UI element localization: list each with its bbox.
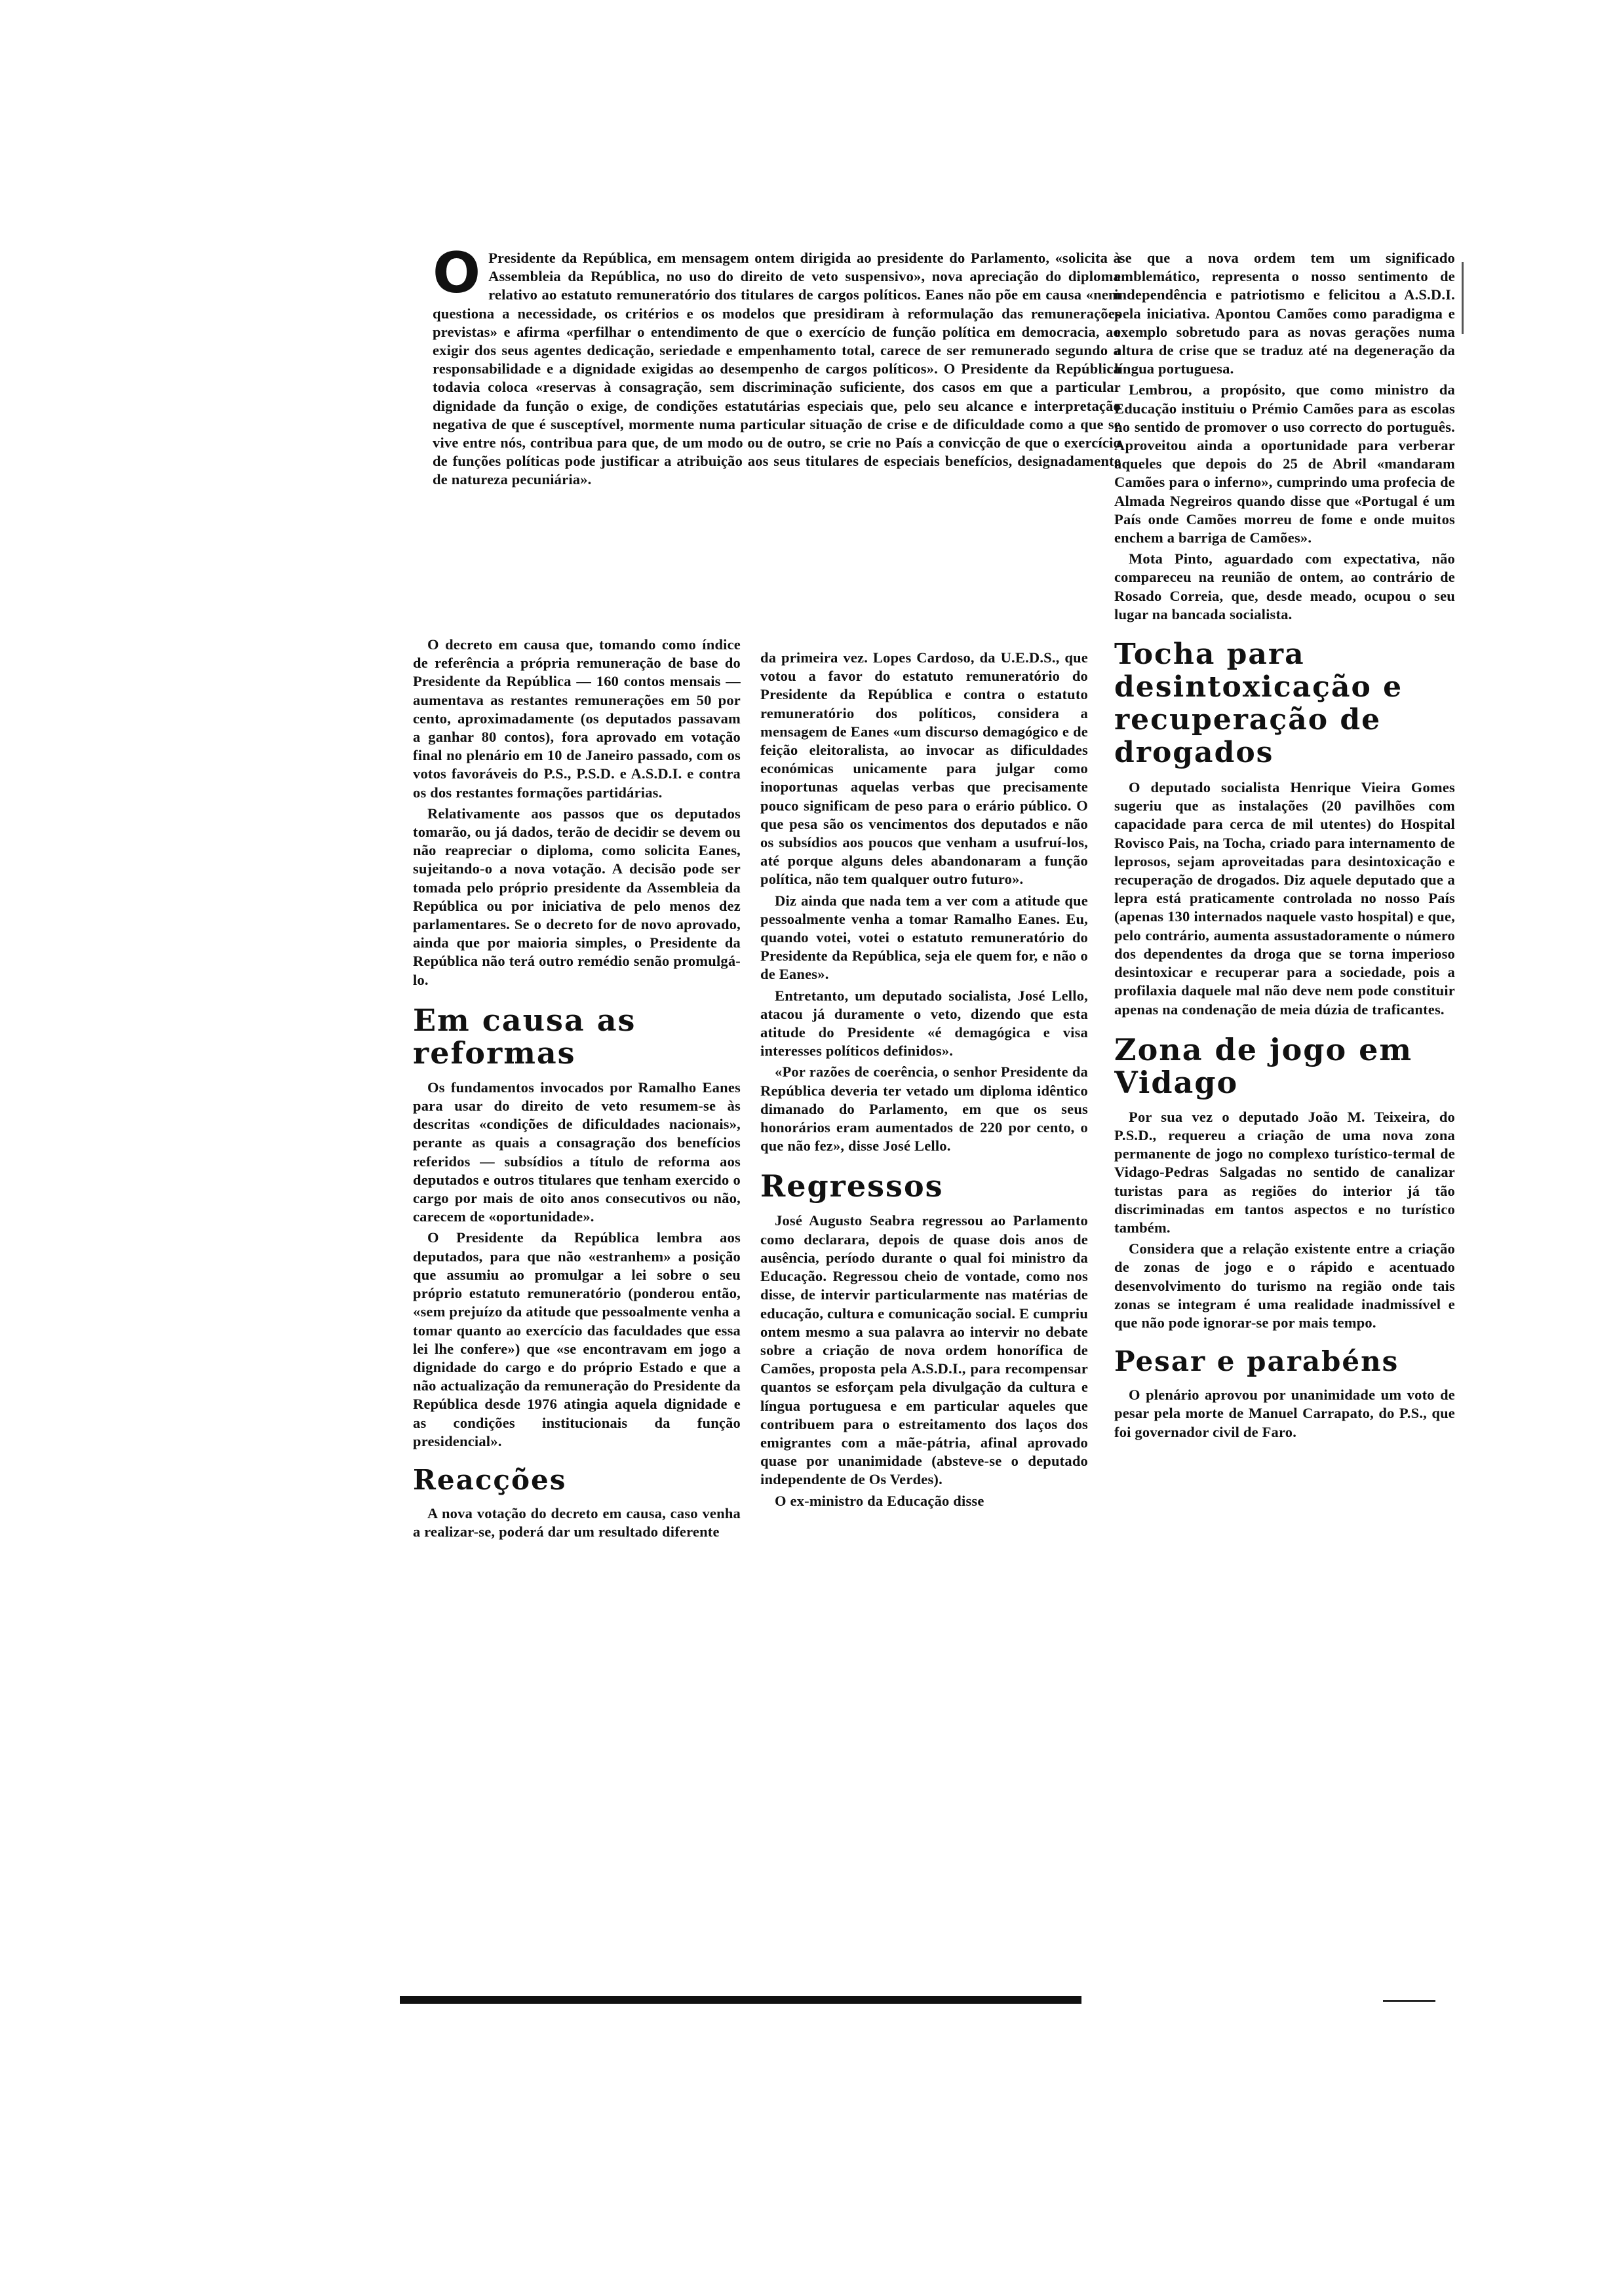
paragraph: -se que a nova ordem tem um significado emblemático, representa o nosso sentimento de independência e patriotismo e felicitou a A.S.D.I. pela iniciativa. Apontou Camões como paradigma e exemplo sobretudo para as novas gerações numa altura de crise que se traduz até na degeneração da língua portuguesa. [1114,250,1455,377]
bottom-rule [400,1996,1081,2004]
paragraph: Lembrou, a propósito, que como ministro da Educação instituiu o Prémio Camões para as escolas no sentido de promover o uso correcto do português. Aproveitou ainda a oportunidade para verberar aqueles que depois do 25 de Abril «mandaram Camões para o inferno», cumprindo uma profecia de Almada Negreiros quando disse que «Portugal é um País onde Camões morreu de fome e onde muitos enchem a barriga de Camões». [1114,381,1455,546]
subheading-reaccoes: Reacções [413,1463,567,1496]
bottom-rule-right [1383,2000,1435,2002]
paragraph: Entretanto, um deputado socialista, José Lello, atacou já duramente o veto, dizendo que esta atitude do Presidente «é demagógica e visa interesses políticos definidos». [760,987,1088,1060]
lead-paragraph: Presidente da República, em mensagem ontem dirigida ao presidente do Parlamento, «solicita à Assembleia da República, no uso do direito de veto suspensivo», nova apreciação do diploma relativo ao estatuto remuneratório dos titulares de cargos políticos. Eanes não põe em causa «nem questiona a necessidade, os critérios e os modelos que presidiram à reformulação das remunerações previstas» e afirma «perfilhar o entendimento de que o exercício de função política em democracia, ao exigir dos seus agentes dedicação, seriedade e empenhamento total, carece de ser remunerado segundo a responsabilidade e a dignidade exigidas ao desempenho de cargos políticos». O Presidente da República todavia coloca «reservas à consagração, sem discriminação suficiente, dos casos em que a particular dignidade da função o exige, de condições estatutárias especiais que, pelo seu alcance e interpretação negativa de que é susceptível, mormente numa particular situação de crise e de dificuldade como a que se vive entre nós, contribua para que, de um modo ou de outro, se crie no País a convicção de que o exercício de funções políticas pode justificar a atribuição aos seus titulares de especiais benefícios, designadamente de natureza pecuniária». [433,250,1121,488]
paragraph: Mota Pinto, aguardado com expectativa, não compareceu na reunião de ontem, ao contrário de Rosado Correia, que, desde meado, ocupou o seu lugar na bancada socialista. [1114,550,1455,622]
paragraph: O decreto em causa que, tomando como índice de referência a própria remuneração de base do Presidente da República — 160 contos mensais — aumentava as restantes remunerações em 50 por cento, aproximadamente (os deputados passavam a ganhar 80 contos), fora aprovado em votação final no plenário em 10 de Janeiro passado, com os votos favoráveis do P.S., P.S.D. e A.S.D.I. e contra os dos restantes formações partidárias. [413,636,741,801]
drop-capital: O [433,249,481,306]
paragraph: O deputado socialista Henrique Vieira Gomes sugeriu que as instalações (20 pavilhões com capacidade para cerca de mil utentes) do Hospital Rovisco Pais, na Tocha, criado para internamento de leprosos, sejam aproveitadas para desintoxicação e recuperação de drogados. Diz aquele deputado que a lepra está praticamente controlada no nosso País (apenas 130 internados naquele vasto hospital) e que, pelo contrário, aumenta assustadoramente o número dos dependentes da droga que se torna imperioso desintoxicar e recuperar para a sociedade, pois a profilaxia daquele mal não deve nem pode constituir apenas na condenação de meia dúzia de traficantes. [1114,779,1455,1018]
column-1 [413,636,741,2208]
newspaper-clipping [393,249,1481,2044]
paragraph: Os fundamentos invocados por Ramalho Eanes para usar do direito de veto resumem-se às descritas «condições de dificuldades nacionais», perante as quais a consagração dos benefícios referidos — subsídios a título de reforma aos deputados e outros titulares que tenham exercido o cargo por mais de oito anos consecutivos ou não, carecem de «oportunidade». [413,1079,741,1225]
paragraph: O ex-ministro da Educação disse [775,1492,984,1509]
subheading-tocha: Tocha para desintoxicação e recuperação de drogados [1114,638,1403,770]
column-2 [760,649,1088,2221]
paragraph: José Augusto Seabra regressou ao Parlamento como declarara, depois de quase dois anos de ausência, período durante o qual foi ministro da Educação. Regressou cheio de vontade, como nos disse, de intervir particularmente nas matérias de educação, cultura e comunicação social. E cumpriu ontem mesmo a sua palavra ao intervir no debate sobre a criação de nova ordem honorífica de Camões, proposta pela A.S.D.I., para recompensar quantos se esforçam pela divulgação da cultura e língua portuguesa e em particular aqueles que contribuem para o estreitamento dos laços dos emigrantes com a mãe-pátria, afinal aprovado quase por unanimidade (absteve-se o deputado independente de Os Verdes). [760,1212,1088,1488]
paragraph: O plenário aprovou por unanimidade um voto de pesar pela morte de Manuel Carrapato, do P.S., que foi governador civil de Faro. [1114,1387,1455,1440]
paragraph: O Presidente da República lembra aos deputados, para que não «estranhem» a posição que assumiu ao promulgar a lei sobre o seu próprio estatuto remuneratório (ponderou então, «sem prejuízo da atitude que pessoalmente venha a tomar quanto ao exercício das faculdades que essa lei lhe confere») que «se encontravam em jogo a dignidade do cargo e do próprio Estado e que a não actualização da remuneração do Presidente da República desde 1976 atingia aquela dignidade e as condições institucionais da função presidencial». [413,1229,741,1449]
paragraph: «Por razões de coerência, o senhor Presidente da República deveria ter vetado um diploma idêntico dimanado do Parlamento, em que os seus honorários eram aumentados de 220 por cento, o que não fez», disse José Lello. [760,1063,1088,1155]
paragraph: Diz ainda que nada tem a ver com a atitude que pessoalmente venha a tomar Ramalho Eanes. Eu, quando votei, votei o estatuto remuneratório do Presidente da República, seja ele quem for, e não o de Eanes». [760,892,1088,983]
subheading-reformas: Em causa as reformas [413,1002,636,1071]
paragraph: da primeira vez. Lopes Cardoso, da U.E.D.S., que votou a favor do estatuto remuneratório do Presidente da República e contra o estatuto remuneratório dos políticos, considera a mensagem de Eanes «um discurso demagógico e de feição eleitoralista, ao invocar as dificuldades económicas unicamente para julgar como inoportunas aquelas verbas que precisamente pouco significam de peso para o erário público. O que pesa são os vencimentos dos deputados e não os subsídios aos poucos que venham a usufruí-los, até porque alguns deles abandonaram a função política, não tem qualquer outro futuro». [760,649,1088,888]
paragraph: Considera que a relação existente entre a criação de zonas de jogo e o rápido e acentuado desenvolvimento do turismo na região onde tais zonas se integram é uma realidade inadmissível e que não pode ignorar-se por mais tempo. [1114,1240,1455,1331]
subheading-vidago: Zona de jogo em Vidago [1114,1031,1413,1100]
subheading-regressos: Regressos [760,1168,944,1204]
subheading-pesar: Pesar e parabéns [1114,1345,1399,1378]
paragraph: A nova votação do decreto em causa, caso venha a realizar-se, poderá dar um resultado diferente [413,1504,741,1540]
column-3 [1114,249,1455,2031]
article-lead [433,249,1121,492]
paragraph: Por sua vez o deputado João M. Teixeira, do P.S.D., requereu a criação de uma nova zona permanente de jogo no complexo turístico-termal de Vidago-Pedras Salgadas no sentido de canalizar turistas para as regiões do interior já tão discriminadas em tantos aspectos e no turístico também. [1114,1108,1455,1236]
paragraph: Relativamente aos passos que os deputados tomarão, ou já dados, terão de decidir se devem ou não reapreciar o diploma, como solicita Eanes, sujeitando-o a nova votação. A decisão pode ser tomada pelo próprio presidente da Assembleia da República ou por iniciativa de pelo menos dez parlamentares. Se o decreto for de novo aprovado, ainda que por maioria simples, o Presidente da República não terá outro remédio senão promulgá-lo. [413,805,741,988]
